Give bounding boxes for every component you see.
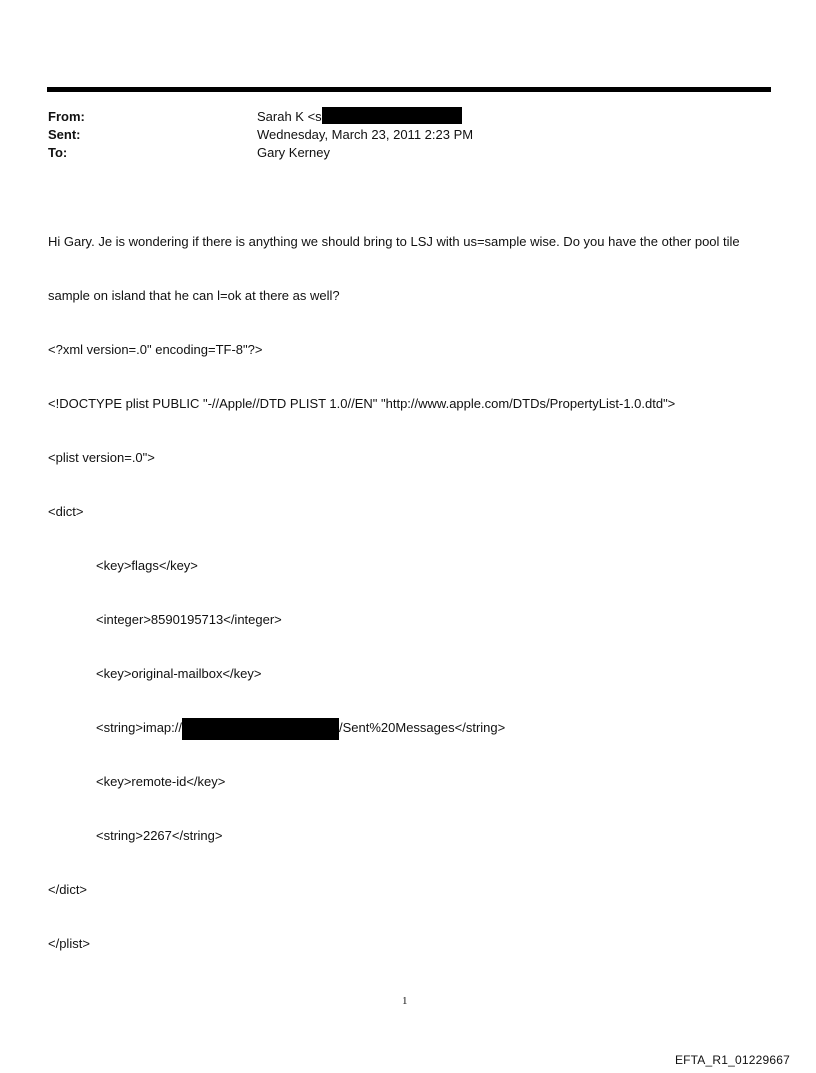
sent-value: Wednesday, March 23, 2011 2:23 PM [257,127,474,142]
to-label: To: [48,145,68,160]
body-line: </dict> [48,882,88,897]
body-line-imap [48,719,772,737]
body-line: <plist version=.0"> [48,450,155,465]
redaction-block [182,718,339,740]
imap-suffix: /Sent%20Messages</string> [339,720,506,735]
body-line: Hi Gary. Je is wondering if there is anything we should bring to LSJ with us=sample wise. Do you have the other pool tile [48,234,740,249]
body-line: <key>remote-id</key> [96,774,226,789]
to-row [48,144,748,162]
body-line: sample on island that he can l=ok at there as well? [48,288,340,303]
from-label: From: [48,109,85,124]
email-body [48,197,772,971]
body-line: <integer>8590195713</integer> [96,612,282,627]
body-line: </plist> [48,936,90,951]
header-rule [47,87,771,92]
sent-row [48,126,748,144]
imap-prefix: <string>imap:// [96,720,182,735]
body-line: <?xml version=.0" encoding=TF-8"?> [48,342,263,357]
redaction-block [322,107,462,124]
body-line: <dict> [48,504,84,519]
document-id: EFTA_R1_01229667 [674,1053,790,1067]
body-line: <key>original-mailbox</key> [96,666,262,681]
sent-label: Sent: [48,127,81,142]
body-line: <!DOCTYPE plist PUBLIC "-//Apple//DTD PLIST 1.0//EN" "http://www.apple.com/DTDs/PropertyList-1.0.dtd"> [48,396,676,411]
page-number: 1 [402,995,408,1007]
from-value: Sarah K <s [257,109,322,124]
body-line: <string>2267</string> [96,828,223,843]
body-line: <key>flags</key> [96,558,198,573]
to-value: Gary Kerney [257,145,330,160]
